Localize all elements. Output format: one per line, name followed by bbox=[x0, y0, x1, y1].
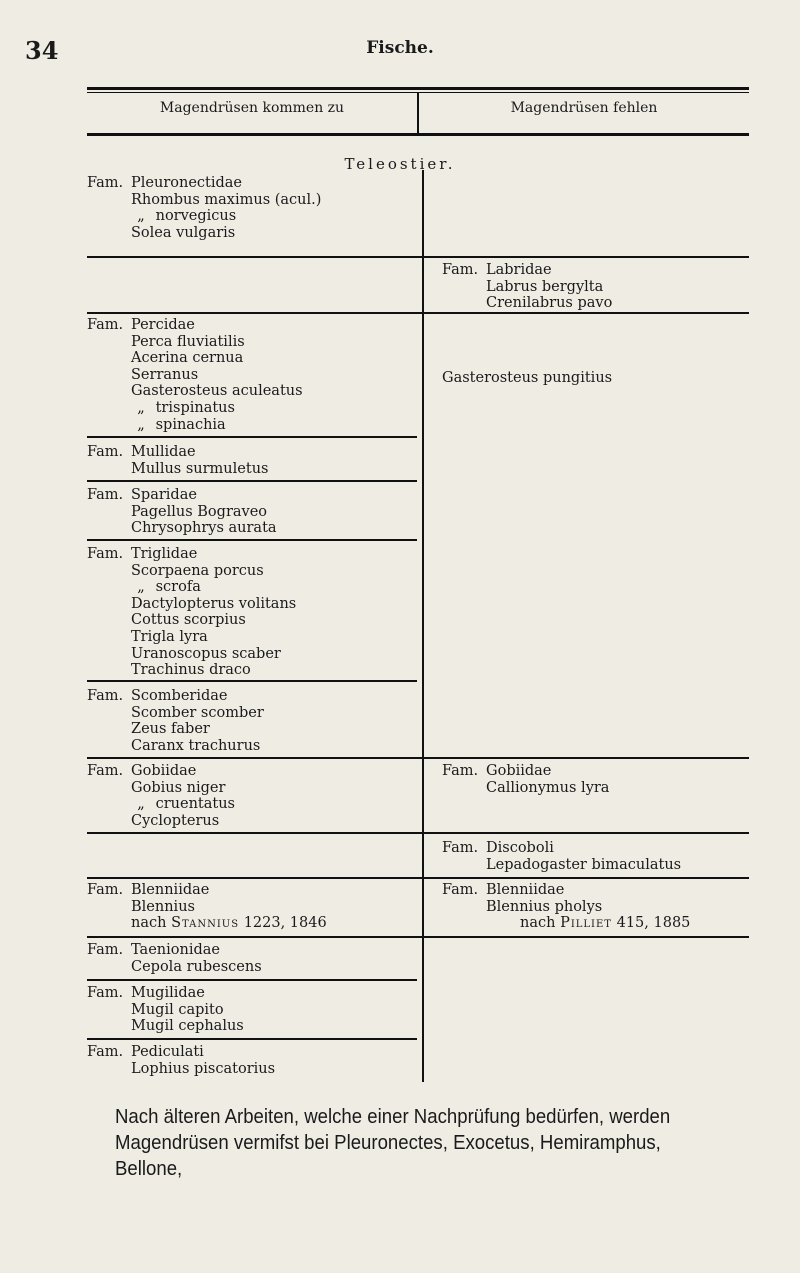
family-name: Taenionidae bbox=[131, 942, 220, 958]
species: cruentatus bbox=[155, 796, 235, 813]
left-block-taenionidae bbox=[87, 942, 262, 975]
species: Trachinus draco bbox=[131, 662, 251, 679]
reference-detail: 1223, 1846 bbox=[243, 915, 327, 932]
fam-label: Fam. bbox=[87, 546, 124, 562]
left-block-scomberidae bbox=[87, 688, 264, 754]
fam-label: Fam. bbox=[87, 882, 124, 898]
right-block-gobiidae bbox=[442, 763, 609, 796]
header-bottom-rule bbox=[87, 133, 749, 136]
page-number: 34 bbox=[25, 36, 59, 65]
species: Dactylopterus volitans bbox=[131, 595, 297, 612]
species: Mugil cephalus bbox=[131, 1018, 244, 1035]
fam-label: Fam. bbox=[87, 763, 124, 779]
right-block-labridae bbox=[442, 262, 612, 312]
species: Uranoscopus scaber bbox=[131, 645, 281, 662]
row-rule bbox=[87, 832, 749, 834]
species: trispinatus bbox=[155, 399, 235, 416]
fam-label: Fam. bbox=[87, 487, 124, 503]
species: Blennius pholys bbox=[486, 898, 603, 915]
species: Cyclopterus bbox=[131, 812, 220, 829]
left-block-mullidae bbox=[87, 444, 268, 477]
column-divider bbox=[422, 170, 424, 1082]
left-block-percidae bbox=[87, 317, 303, 433]
species: Perca fluviatilis bbox=[131, 333, 245, 350]
left-block-pleuronectidae bbox=[87, 175, 321, 241]
row-rule bbox=[87, 256, 749, 258]
species: Labrus bergylta bbox=[486, 278, 604, 295]
row-rule bbox=[87, 680, 417, 682]
species: Mugil capito bbox=[131, 1001, 224, 1018]
row-rule bbox=[87, 312, 749, 314]
species: Pagellus Bograveo bbox=[131, 503, 268, 520]
species: Acerina cernua bbox=[131, 350, 244, 367]
left-block-triglidae bbox=[87, 546, 296, 679]
left-block-sparidae bbox=[87, 487, 277, 537]
species: norvegicus bbox=[155, 208, 237, 225]
species: Cepola rubescens bbox=[131, 958, 262, 975]
fam-label: Fam. bbox=[87, 1044, 124, 1060]
family-name: Discoboli bbox=[486, 840, 554, 856]
footer-paragraph: Nach älteren Arbeiten, welche einer Nachprüfung bedürfen, werden Magendrüsen vermifst bei Pleuronectes, Exocetus, Hemiramphus, Bellone, bbox=[115, 1106, 671, 1180]
species: Zeus faber bbox=[131, 721, 210, 738]
species: Solea vulgaris bbox=[131, 224, 236, 241]
family-name: Gobiidae bbox=[486, 763, 552, 779]
fam-label: Fam. bbox=[87, 688, 124, 704]
row-rule bbox=[87, 877, 749, 879]
family-name: Gobiidae bbox=[131, 763, 197, 779]
ditto-mark: „ bbox=[137, 416, 145, 433]
species: Gobius niger bbox=[131, 779, 226, 796]
family-name: Mugilidae bbox=[131, 985, 205, 1001]
species: nach bbox=[520, 915, 556, 932]
family-name: Pediculati bbox=[131, 1044, 204, 1060]
species: Chrysophrys aurata bbox=[131, 520, 277, 537]
right-block-blenniidae bbox=[442, 882, 690, 932]
fam-label: Fam. bbox=[442, 840, 479, 856]
species: scrofa bbox=[155, 579, 201, 596]
right-standalone-species: Gasterosteus pungitius bbox=[442, 370, 613, 386]
family-name: Sparidae bbox=[131, 487, 197, 503]
species: Cottus scorpius bbox=[131, 612, 246, 629]
fam-label: Fam. bbox=[87, 175, 124, 191]
row-rule bbox=[87, 936, 749, 938]
fam-label: Fam. bbox=[442, 262, 479, 278]
species: Blennius bbox=[131, 898, 195, 915]
fam-label: Fam. bbox=[87, 985, 124, 1001]
row-rule bbox=[87, 436, 417, 438]
reference-detail: 415, 1885 bbox=[616, 915, 691, 932]
species: Crenilabrus pavo bbox=[486, 295, 613, 312]
ditto-mark: „ bbox=[137, 208, 145, 225]
left-block-gobiidae bbox=[87, 763, 235, 829]
ditto-mark: „ bbox=[137, 579, 145, 596]
row-rule bbox=[87, 1038, 417, 1040]
reference-author: Pilliet bbox=[560, 915, 612, 932]
species: Mullus surmuletus bbox=[131, 460, 269, 477]
fam-label: Fam. bbox=[87, 444, 124, 460]
row-rule bbox=[87, 979, 417, 981]
species: Lophius piscatorius bbox=[131, 1060, 276, 1077]
fam-label: Fam. bbox=[87, 942, 124, 958]
fam-label: Fam. bbox=[442, 763, 479, 779]
species: Lepadogaster bimaculatus bbox=[486, 856, 682, 873]
species: Serranus bbox=[131, 366, 199, 383]
species: Trigla lyra bbox=[131, 628, 208, 645]
species: Caranx trachurus bbox=[131, 737, 261, 754]
family-name: Triglidae bbox=[131, 546, 198, 562]
right-block-discoboli bbox=[442, 840, 681, 873]
family-name: Blenniidae bbox=[131, 882, 210, 898]
ditto-mark: „ bbox=[137, 399, 145, 416]
table-top-rule bbox=[87, 87, 749, 90]
fam-label: Fam. bbox=[87, 317, 124, 333]
family-name: Mullidae bbox=[131, 444, 196, 460]
row-rule bbox=[87, 539, 417, 541]
family-name: Pleuronectidae bbox=[131, 175, 242, 191]
species: Rhombus maximus (acul.) bbox=[131, 191, 322, 208]
family-name: Percidae bbox=[131, 317, 195, 333]
species: Callionymus lyra bbox=[486, 779, 610, 796]
row-rule bbox=[87, 757, 749, 759]
header-divider bbox=[417, 92, 419, 134]
group-title: Teleostier. bbox=[344, 155, 456, 173]
left-block-mugilidae bbox=[87, 985, 244, 1035]
species: Gasterosteus aculeatus bbox=[131, 383, 303, 400]
fam-label: Fam. bbox=[442, 882, 479, 898]
family-name: Scomberidae bbox=[131, 688, 228, 704]
header-right: Magendrüsen fehlen bbox=[510, 100, 658, 116]
ditto-mark: „ bbox=[137, 796, 145, 813]
family-name: Labridae bbox=[486, 262, 552, 278]
left-block-pediculati bbox=[87, 1044, 275, 1077]
left-block-blenniidae bbox=[87, 882, 327, 932]
row-rule bbox=[87, 480, 417, 482]
header-left: Magendrüsen kommen zu bbox=[159, 100, 345, 116]
species: spinachia bbox=[155, 416, 226, 433]
reference-author: Stannius bbox=[171, 915, 240, 932]
species: nach bbox=[131, 915, 167, 932]
family-name: Blenniidae bbox=[486, 882, 565, 898]
running-head: Fische. bbox=[366, 38, 434, 58]
species: Scorpaena porcus bbox=[131, 562, 264, 579]
species: Scomber scomber bbox=[131, 704, 264, 721]
